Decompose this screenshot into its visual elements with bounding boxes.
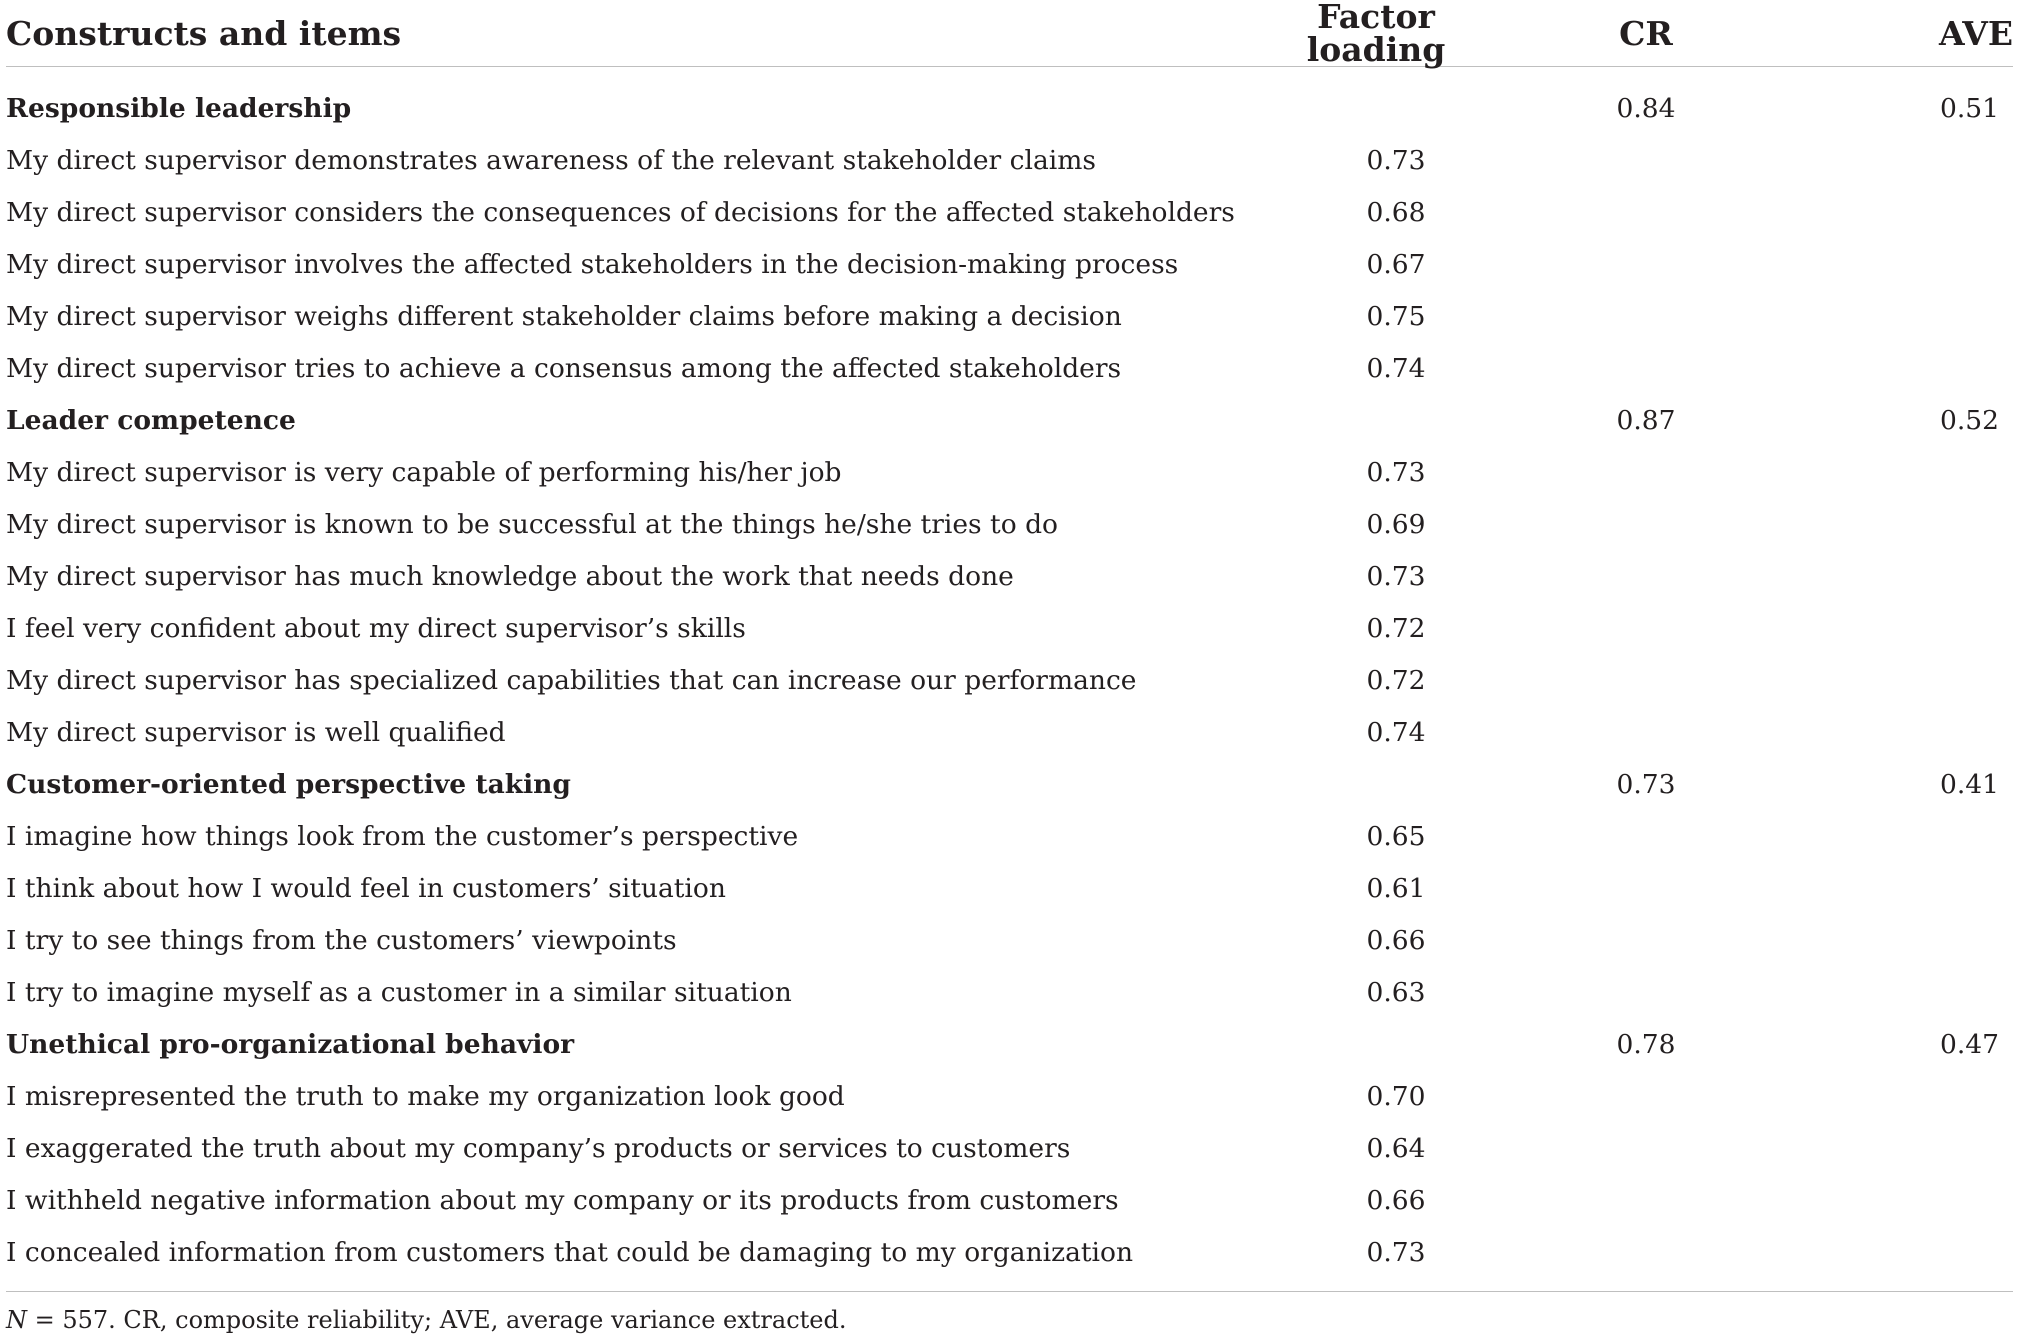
table-row xyxy=(6,551,2013,603)
table-row xyxy=(6,811,2013,863)
factor-loading-cell: 0.66 xyxy=(1366,1184,1426,1216)
construct-row xyxy=(6,67,2013,136)
measurement-table xyxy=(6,0,2013,1292)
ave-cell xyxy=(1766,135,2013,187)
ave-cell xyxy=(1766,1123,2013,1175)
ave-cell xyxy=(1766,811,2013,863)
table-row xyxy=(6,915,2013,967)
construct-row xyxy=(6,395,2013,447)
table-row xyxy=(6,967,2013,1019)
factor-loading-cell: 0.68 xyxy=(1366,196,1426,228)
ave-cell: 0.52 xyxy=(1939,404,1999,436)
cr-cell xyxy=(1506,499,1766,551)
table-row xyxy=(6,1123,2013,1175)
factor-loading-cell: 0.73 xyxy=(1366,144,1426,176)
factor-loading-cell xyxy=(1246,395,1506,447)
footnote-n-label: N xyxy=(6,1306,27,1334)
row-label: I feel very confident about my direct supervisor’s skills xyxy=(6,612,746,644)
factor-loading-cell xyxy=(1246,759,1506,811)
factor-loading-cell: 0.74 xyxy=(1366,352,1426,384)
cr-cell: 0.84 xyxy=(1616,92,1676,124)
cr-cell xyxy=(1506,915,1766,967)
row-label: My direct supervisor has much knowledge about the work that needs done xyxy=(6,560,1014,592)
ave-cell xyxy=(1766,1227,2013,1292)
table-row xyxy=(6,1175,2013,1227)
row-label: I withheld negative information about my company or its products from customers xyxy=(6,1184,1119,1216)
cr-cell xyxy=(1506,447,1766,499)
factor-loading-cell: 0.73 xyxy=(1366,560,1426,592)
table-row xyxy=(6,291,2013,343)
cr-cell xyxy=(1506,1175,1766,1227)
row-label: I think about how I would feel in customers’ situation xyxy=(6,872,726,904)
header-constructs-items: Constructs and items xyxy=(6,13,402,53)
table-row xyxy=(6,499,2013,551)
cr-cell xyxy=(1506,135,1766,187)
table-row xyxy=(6,655,2013,707)
row-label: Customer-oriented perspective taking xyxy=(6,768,571,800)
row-label: I exaggerated the truth about my company’s products or services to customers xyxy=(6,1132,1071,1164)
table-row xyxy=(6,447,2013,499)
table-row xyxy=(6,863,2013,915)
cr-cell xyxy=(1506,967,1766,1019)
construct-row xyxy=(6,759,2013,811)
factor-loading-cell: 0.64 xyxy=(1366,1132,1426,1164)
row-label: My direct supervisor tries to achieve a consensus among the affected stakeholders xyxy=(6,352,1122,384)
table-footnote xyxy=(6,1308,847,1332)
table-row xyxy=(6,343,2013,395)
row-label: I try to imagine myself as a customer in a similar situation xyxy=(6,976,792,1008)
factor-loading-cell xyxy=(1246,67,1506,136)
factor-loading-cell: 0.73 xyxy=(1366,1236,1426,1268)
factor-loading-cell: 0.65 xyxy=(1366,820,1426,852)
cr-cell: 0.73 xyxy=(1616,768,1676,800)
row-label: My direct supervisor considers the consequences of decisions for the affected stakeholders xyxy=(6,196,1235,228)
factor-loading-cell: 0.61 xyxy=(1366,872,1426,904)
row-label: I concealed information from customers that could be damaging to my organization xyxy=(6,1236,1134,1268)
cr-cell: 0.87 xyxy=(1616,404,1676,436)
cr-cell xyxy=(1506,707,1766,759)
table-row xyxy=(6,603,2013,655)
ave-cell xyxy=(1766,343,2013,395)
row-label: My direct supervisor demonstrates awareness of the relevant stakeholder claims xyxy=(6,144,1096,176)
header-ave: AVE xyxy=(1939,13,2013,53)
row-label: My direct supervisor is well qualified xyxy=(6,716,506,748)
ave-cell: 0.51 xyxy=(1939,92,1999,124)
factor-loading-cell: 0.72 xyxy=(1366,664,1426,696)
ave-cell: 0.47 xyxy=(1939,1028,1999,1060)
factor-loading-cell: 0.72 xyxy=(1366,612,1426,644)
cr-cell xyxy=(1506,239,1766,291)
ave-cell xyxy=(1766,1071,2013,1123)
row-label: My direct supervisor is very capable of performing his/her job xyxy=(6,456,842,488)
table-row xyxy=(6,707,2013,759)
cr-cell xyxy=(1506,551,1766,603)
row-label: Unethical pro-organizational behavior xyxy=(6,1028,575,1060)
table-row xyxy=(6,187,2013,239)
cr-cell xyxy=(1506,603,1766,655)
row-label: Responsible leadership xyxy=(6,92,352,124)
factor-loading-cell: 0.70 xyxy=(1366,1080,1426,1112)
ave-cell xyxy=(1766,707,2013,759)
ave-cell xyxy=(1766,655,2013,707)
factor-loading-cell: 0.66 xyxy=(1366,924,1426,956)
table-header xyxy=(6,0,2013,67)
ave-cell xyxy=(1766,239,2013,291)
factor-loading-cell: 0.69 xyxy=(1366,508,1426,540)
cr-cell xyxy=(1506,187,1766,239)
ave-cell xyxy=(1766,187,2013,239)
construct-row xyxy=(6,1019,2013,1071)
ave-cell xyxy=(1766,915,2013,967)
factor-loading-cell xyxy=(1246,1019,1506,1071)
cr-cell xyxy=(1506,811,1766,863)
cr-cell xyxy=(1506,343,1766,395)
header-factor-loading: Factor loading xyxy=(1306,0,1446,69)
header-row xyxy=(6,0,2013,67)
ave-cell xyxy=(1766,967,2013,1019)
ave-cell xyxy=(1766,291,2013,343)
row-label: I misrepresented the truth to make my organization look good xyxy=(6,1080,845,1112)
row-label: I try to see things from the customers’ viewpoints xyxy=(6,924,677,956)
cr-cell xyxy=(1506,1071,1766,1123)
cr-cell xyxy=(1506,655,1766,707)
ave-cell xyxy=(1766,603,2013,655)
ave-cell xyxy=(1766,499,2013,551)
cr-cell xyxy=(1506,291,1766,343)
cr-cell xyxy=(1506,1123,1766,1175)
row-label: I imagine how things look from the customer’s perspective xyxy=(6,820,799,852)
header-cr: CR xyxy=(1619,13,1673,53)
row-label: My direct supervisor has specialized capabilities that can increase our performance xyxy=(6,664,1137,696)
factor-loading-cell: 0.75 xyxy=(1366,300,1426,332)
table-row xyxy=(6,135,2013,187)
factor-loading-cell: 0.73 xyxy=(1366,456,1426,488)
cr-cell xyxy=(1506,1227,1766,1292)
row-label: My direct supervisor involves the affected stakeholders in the decision-making process xyxy=(6,248,1179,280)
row-label: My direct supervisor is known to be successful at the things he/she tries to do xyxy=(6,508,1058,540)
table-row xyxy=(6,239,2013,291)
ave-cell: 0.41 xyxy=(1939,768,1999,800)
ave-cell xyxy=(1766,1175,2013,1227)
ave-cell xyxy=(1766,551,2013,603)
ave-cell xyxy=(1766,863,2013,915)
factor-loading-cell: 0.74 xyxy=(1366,716,1426,748)
table-row xyxy=(6,1227,2013,1292)
table-body xyxy=(6,67,2013,1292)
footnote-text: = 557. CR, composite reliability; AVE, average variance extracted. xyxy=(27,1306,847,1334)
factor-loading-cell: 0.63 xyxy=(1366,976,1426,1008)
row-label: Leader competence xyxy=(6,404,296,436)
row-label: My direct supervisor weighs different stakeholder claims before making a decision xyxy=(6,300,1122,332)
table-row xyxy=(6,1071,2013,1123)
cr-cell: 0.78 xyxy=(1616,1028,1676,1060)
ave-cell xyxy=(1766,447,2013,499)
factor-loading-cell: 0.67 xyxy=(1366,248,1426,280)
cr-cell xyxy=(1506,863,1766,915)
